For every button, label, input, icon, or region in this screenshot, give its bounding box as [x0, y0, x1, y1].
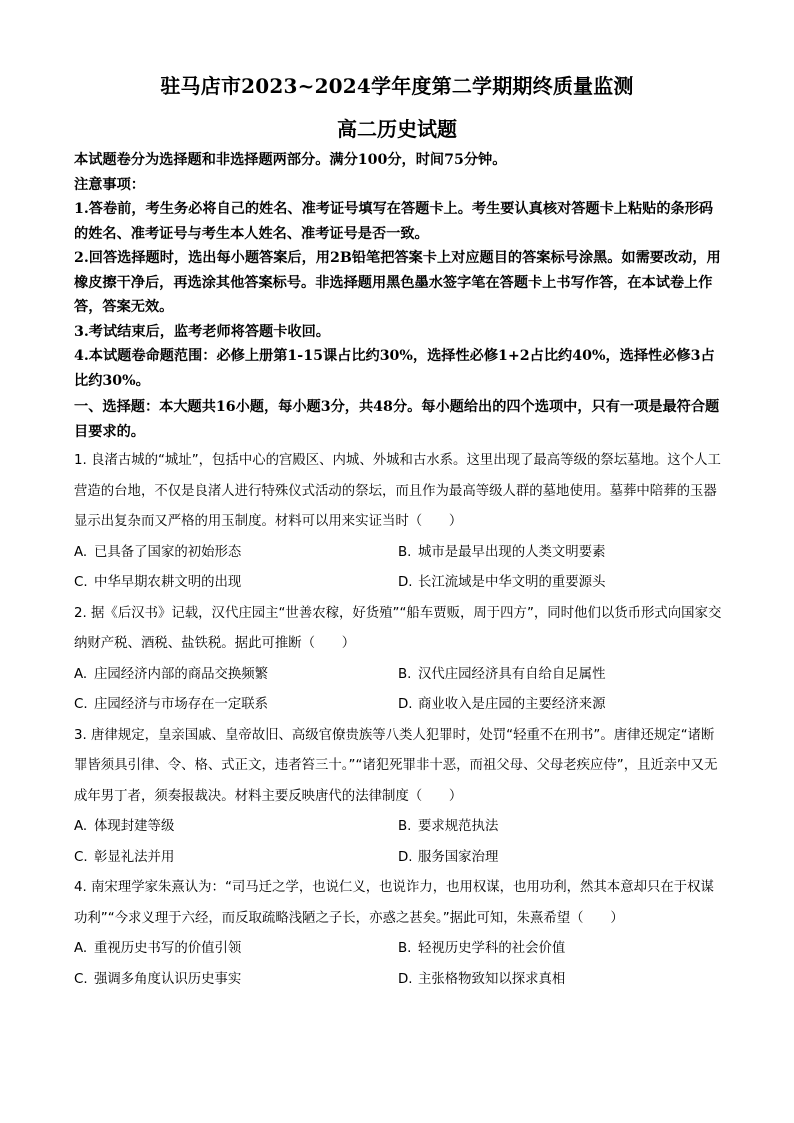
option-label: C.	[74, 849, 88, 865]
option-d	[398, 965, 722, 996]
option-text: 已具备了国家的初始形态	[94, 544, 242, 560]
option-list	[74, 812, 722, 873]
option-c	[74, 690, 398, 721]
option-c	[74, 843, 398, 874]
option-text: 长江流域是中华文明的重要源头	[418, 575, 606, 590]
note-item: 2.回答选择题时，选出每小题答案后，用2B铅笔把答案卡上对应题目的答案标号涂黑。如需要改动，用橡皮擦干净后，再选涂其他答案标号。非选择题用黑色墨水签字笔在答题卡上书写作答，在本试卷上作答，答案无效。	[74, 250, 721, 315]
exam-title: 驻马店市2023~2024学年度第二学期期终质量监测	[160, 74, 634, 98]
option-label: B.	[398, 666, 412, 682]
option-text: 强调多角度认识历史事实	[94, 971, 242, 987]
question	[74, 873, 722, 995]
exam-subtitle: 高二历史试题	[337, 117, 457, 141]
option-d	[398, 690, 722, 721]
option-label: C.	[74, 697, 88, 712]
option-label: A.	[74, 941, 88, 956]
notes-heading: 注意事项：	[74, 176, 145, 193]
question-stem: 1. 良渚古城的“城址”，包括中心的宫殿区、内城、外城和古水系。这里出现了最高等级的祭坛墓地。这个人工营造的台地，不仅是良渚人进行特殊仪式活动的祭坛，而且作为最高等级人群的墓地使用。墓葬中陪葬的玉器显示出复杂而又严格的用玉制度。材料可以用来实证当时（ ）	[74, 453, 721, 529]
option-a	[74, 934, 398, 965]
option-label: B.	[398, 544, 412, 560]
question-stem: 4. 南宋理学家朱熹认为：“司马迁之学，也说仁义，也说诈力，也用权谋，也用功利，然其本意却只在于权谋功利”“今求义理于六经，而反取疏略浅陋之子长，亦惑之甚矣。”据此可知，朱熹希望（ ）	[74, 880, 714, 926]
section-heading-block	[74, 395, 722, 444]
option-list	[74, 660, 722, 721]
option-text: 要求规范执法	[418, 819, 499, 834]
option-b	[398, 538, 722, 569]
exam-intro: 本试题卷分为选择题和非选择题两部分。满分100分，时间75分钟。	[74, 152, 507, 168]
option-text: 庄园经济内部的商品交换频繁	[94, 666, 269, 682]
option-a	[74, 660, 398, 691]
question-stem: 3. 唐律规定，皇亲国戚、皇帝故旧、高级官僚贵族等八类人犯罪时，处罚“轻重不在刑书”。唐律还规定“诸断罪皆须具引律、令、格、式正文，违者笞三十。”“诸犯死罪非十恶，而祖父母、父母老疾应侍”，且近亲中又无成年男丁者，须奏报裁决。材料主要反映唐代的法律制度（ ）	[74, 727, 718, 804]
note-item: 4.本试题卷命题范围：必修上册第1-15课占比约30%，选择性必修1+2占比约40%，选择性必修3占比约30%。	[74, 348, 715, 389]
option-label: C.	[74, 575, 88, 590]
option-text: 汉代庄园经济具有自给自足属性	[418, 666, 606, 682]
option-d	[398, 843, 722, 874]
question-list	[74, 446, 722, 995]
option-label: A.	[74, 544, 88, 560]
option-list	[74, 538, 722, 599]
option-list	[74, 934, 722, 995]
question	[74, 599, 722, 721]
option-text: 庄园经济与市场存在一定联系	[94, 697, 269, 712]
option-text: 体现封建等级	[94, 819, 175, 834]
instructions-block	[74, 148, 722, 393]
note-item: 1.答卷前，考生务必将自己的姓名、准考证号填写在答题卡上。考生要认真核对答题卡上粘贴的条形码的姓名、准考证号与考生本人姓名、准考证号是否一致。	[74, 201, 714, 242]
option-a	[74, 812, 398, 843]
option-a	[74, 538, 398, 569]
option-text: 重视历史书写的价值引领	[94, 941, 242, 956]
option-label: A.	[74, 819, 88, 834]
option-label: D.	[398, 971, 413, 987]
option-c	[74, 568, 398, 599]
option-text: 中华早期农耕文明的出现	[94, 575, 242, 590]
option-text: 彰显礼法并用	[94, 849, 175, 865]
option-b	[398, 812, 722, 843]
option-text: 服务国家治理	[418, 849, 499, 865]
section-heading: 一、选择题：本大题共16小题，每小题3分，共48分。每小题给出的四个选项中，只有一项是最符合题目要求的。	[74, 399, 720, 440]
question	[74, 721, 722, 874]
option-text: 主张格物致知以探求真相	[418, 971, 566, 987]
option-b	[398, 934, 722, 965]
option-label: D.	[398, 697, 413, 712]
option-label: D.	[398, 849, 413, 865]
option-d	[398, 568, 722, 599]
option-label: C.	[74, 971, 88, 987]
note-item: 3.考试结束后，监考老师将答题卡收回。	[74, 323, 330, 340]
option-c	[74, 965, 398, 996]
option-label: B.	[398, 819, 412, 834]
option-label: B.	[398, 941, 412, 956]
question-stem: 2. 据《后汉书》记载，汉代庄园主“世善农稼，好货殖”“船车贾贩，周于四方”，同时他们以货币形式向国家交纳财产税、酒税、盐铁税。据此可推断（ ）	[74, 605, 722, 651]
option-text: 商业收入是庄园的主要经济来源	[418, 697, 606, 712]
option-b	[398, 660, 722, 691]
option-label: D.	[398, 575, 413, 590]
option-label: A.	[74, 666, 88, 682]
option-text: 轻视历史学科的社会价值	[418, 941, 566, 956]
option-text: 城市是最早出现的人类文明要素	[418, 544, 606, 560]
question	[74, 446, 722, 599]
